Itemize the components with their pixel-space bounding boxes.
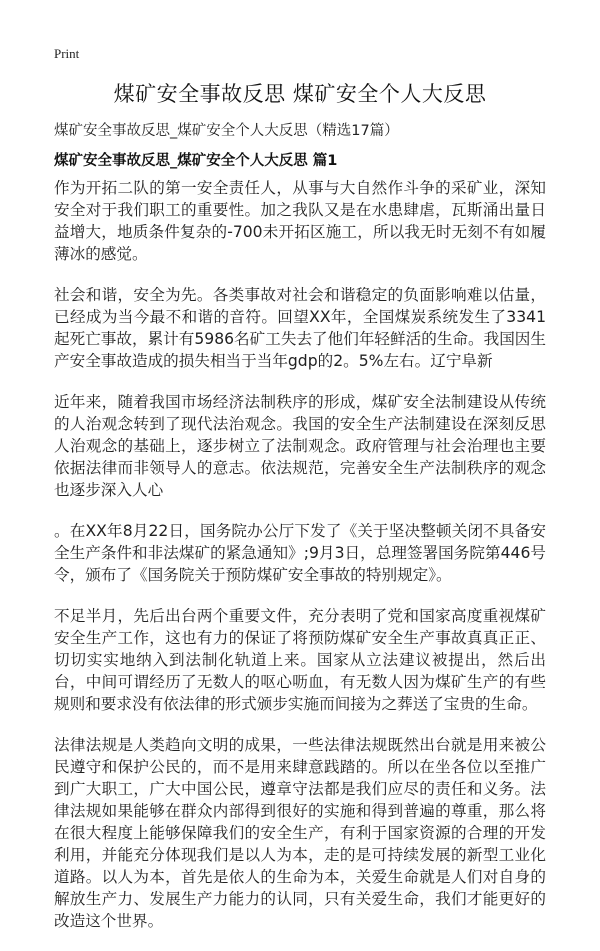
section-heading: 煤矿安全事故反思_煤矿安全个人大反思 篇1: [54, 153, 338, 169]
paragraph: 近年来，随着我国市场经济法制秩序的形成，煤矿安全法制建设从传统的人治观念转到了现代法治观念。我国的安全生产法制建设在深刻反思人治观念的基础上，逐步树立了法制观念。政府管理与社会治理也主要依据法律而非领导人的意志。依法规范，完善安全生产法制秩序的观念也逐步深入人心: [54, 393, 546, 499]
paragraph: 。在XX年8月22日，国务院办公厅下发了《关于坚决整顿关闭不具备安全生产条件和非法煤矿的紧急通知》;9月3日，总理签署国务院第446号令，颁布了《国务院关于预防煤矿安全事故的特别规定》。: [54, 522, 546, 584]
paragraph: 法律法规是人类趋向文明的成果，一些法律法规既然出台就是用来被公民遵守和保护公民的，而不是用来肆意践踏的。所以在坐各位以至推广到广大职工，广大中国公民，遵章守法都是我们应尽的责任和义务。法律法规如果能够在群众内部得到很好的实施和得到普遍的尊重，那么将在很大程度上能够保障我们的安全生产，有利于国家资源的合理的开发利用，并能充分体现我们是以人为本，走的是可持续发展的新型工业化道路。以人为本，首先是依人的生命为本，关爱生命就是人们对自身的解放生产力、发展生产力能力的认同，只有关爱生命，我们才能更好的改造这个世界。: [54, 736, 546, 930]
document-title: 煤矿安全事故反思 煤矿安全个人大反思: [113, 82, 487, 106]
print-link[interactable]: Print: [54, 46, 80, 61]
paragraph: 作为开拓二队的第一安全责任人，从事与大自然作斗争的采矿业，深知安全对于我们职工的重要性。加之我队又是在水患肆虐，瓦斯涌出量日益增大，地质条件复杂的-700未开拓区施工，所以我无时无刻不有如履薄冰的感觉。: [54, 179, 546, 263]
document-body: [54, 177, 546, 951]
document-subtitle: 煤矿安全事故反思_煤矿安全个人大反思（精选17篇）: [54, 123, 399, 139]
paragraph: 不足半月，先后出台两个重要文件，充分表明了党和国家高度重视煤矿安全生产工作，这也有力的保证了将预防煤矿安全生产事故真真正正、切切实实地纳入到法制化轨道上来。国家从立法建议被提出，然后出台，中间可谓经历了无数人的呕心呖血，有无数人因为煤矿生产的有些规则和要求没有依法律的形式颁步实施而间接为之葬送了宝贵的生命。: [54, 607, 546, 713]
paragraph: 社会和谐，安全为先。各类事故对社会和谐稳定的负面影响难以估量，已经成为当今最不和谐的音符。回望XX年，全国煤炭系统发生了3341起死亡事故，累计有5986名矿工失去了他们年轻鲜活的生命。我国因生产安全事故造成的损失相当于当年gdp的2。5%左右。辽宁阜新: [54, 286, 546, 370]
